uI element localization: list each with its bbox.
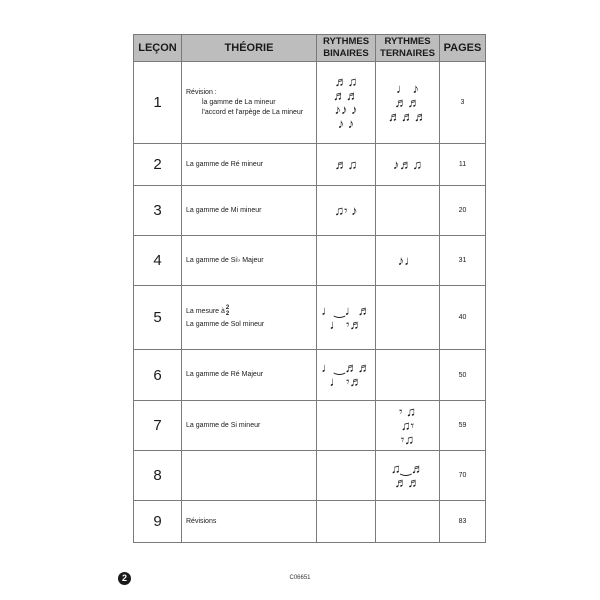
page-number: 31 xyxy=(440,236,486,286)
rhythm-notation: ♬♫ xyxy=(334,73,358,89)
theory-line: La gamme de Ré Majeur xyxy=(186,371,264,378)
table-header-row xyxy=(134,35,486,62)
page-number: 50 xyxy=(440,350,486,401)
header-binary-rhythms xyxy=(317,35,376,62)
rhythm-notation: ♪♬♫ xyxy=(392,156,423,172)
binary-rhythm-cell xyxy=(317,286,376,350)
ternary-rhythm-cell xyxy=(376,144,440,186)
ternary-rhythm-cell xyxy=(376,186,440,236)
ternary-rhythm-cell xyxy=(376,501,440,543)
theory-line: La gamme de Ré mineur xyxy=(186,160,264,168)
rhythm-notation: ♬♬ xyxy=(394,474,421,490)
page-number: 20 xyxy=(440,186,486,236)
theory-cell xyxy=(182,401,317,451)
page-number: 70 xyxy=(440,451,486,501)
ternary-rhythm-cell xyxy=(376,286,440,350)
lesson-number: 8 xyxy=(134,451,182,501)
lesson-number: 1 xyxy=(134,62,182,144)
rhythm-notation: ♬♬ xyxy=(333,87,359,103)
theory-cell xyxy=(182,286,317,350)
header-ternary-line2: TERNAIRES xyxy=(380,48,435,59)
page-number: 83 xyxy=(440,501,486,543)
theory-line: La gamme de Si♭ Majeur xyxy=(186,256,264,264)
binary-rhythm-cell xyxy=(317,144,376,186)
time-signature-bottom: 2 xyxy=(225,311,230,317)
rhythm-notation: ♩‿♬♬ xyxy=(321,360,371,375)
binary-rhythm-cell xyxy=(317,451,376,501)
ternary-rhythm-cell xyxy=(376,401,440,451)
theory-line: La gamme de Sol mineur xyxy=(186,321,265,328)
binary-rhythm-cell xyxy=(317,62,376,144)
binary-rhythm-cell xyxy=(317,236,376,286)
rhythm-notation: ♪♪ ♪ xyxy=(334,101,358,117)
table-row xyxy=(134,451,486,501)
rhythm-notation: ♬♫ xyxy=(334,156,358,172)
header-theory: THÉORIE xyxy=(182,35,317,62)
table-row xyxy=(134,501,486,543)
header-ternary-line1: RYTHMES xyxy=(384,36,431,47)
lesson-number: 7 xyxy=(134,401,182,451)
table-row xyxy=(134,350,486,401)
rhythm-notation: ♪ ♪ xyxy=(337,115,355,131)
header-binary-line1: RYTHMES xyxy=(322,36,370,47)
rhythm-notation: 𝄾♫ xyxy=(400,431,415,447)
lesson-number: 3 xyxy=(134,186,182,236)
rhythm-notation: ♫𝄾 ♪ xyxy=(334,202,358,218)
lesson-number: 5 xyxy=(134,286,182,350)
ternary-rhythm-cell xyxy=(376,350,440,401)
binary-rhythm-cell xyxy=(317,501,376,543)
table-row xyxy=(134,401,486,451)
binary-rhythm-cell xyxy=(317,186,376,236)
theory-cell xyxy=(182,350,317,401)
theory-cell xyxy=(182,236,317,286)
lesson-number: 2 xyxy=(134,144,182,186)
rhythm-notation: ♪♩ xyxy=(397,252,418,268)
binary-rhythm-cell xyxy=(317,401,376,451)
page-number: 3 xyxy=(440,62,486,144)
rhythm-notation: ♬♬ xyxy=(394,94,421,110)
rhythm-notation: ♩‿♩♬ xyxy=(321,302,371,318)
theory-line xyxy=(186,305,316,317)
lesson-number: 9 xyxy=(134,501,182,543)
table-row xyxy=(134,286,486,350)
lesson-table xyxy=(133,34,486,543)
time-signature xyxy=(226,305,229,317)
ternary-rhythm-cell xyxy=(376,62,440,144)
table-row xyxy=(134,186,486,236)
binary-rhythm-cell xyxy=(317,350,376,401)
page-number: 11 xyxy=(440,144,486,186)
theory-line: La gamme de Si mineur xyxy=(186,421,261,429)
header-lesson: LEÇON xyxy=(134,35,182,62)
rhythm-notation: ♩ 𝄾♬ xyxy=(329,316,363,332)
ternary-rhythm-cell xyxy=(376,451,440,501)
theory-line: Révisions xyxy=(186,517,217,525)
rhythm-notation: 𝄾 ♫ xyxy=(399,403,416,419)
header-binary-line2: BINAIRES xyxy=(323,48,369,59)
ternary-rhythm-cell xyxy=(376,236,440,286)
lesson-number: 6 xyxy=(134,350,182,401)
catalog-code: C06651 xyxy=(289,575,311,581)
theory-line-text: La mesure à xyxy=(186,307,225,315)
rhythm-notation: ♬♬♬ xyxy=(388,108,427,124)
page-number: 59 xyxy=(440,401,486,451)
rhythm-notation: ♫‿♬ xyxy=(390,460,425,476)
theory-line: l'accord et l'arpège de La mineur xyxy=(202,108,304,116)
theory-cell xyxy=(182,451,317,501)
page-number-badge: 2 xyxy=(118,572,131,585)
theory-cell xyxy=(182,186,317,236)
time-signature-top: 2 xyxy=(225,305,230,311)
theory-cell xyxy=(182,144,317,186)
theory-cell xyxy=(182,62,317,144)
rhythm-notation: ♫𝄾 xyxy=(400,417,415,433)
page-number: 40 xyxy=(440,286,486,350)
lesson-number: 4 xyxy=(134,236,182,286)
theory-line: la gamme de La mineur xyxy=(202,98,276,106)
table-row xyxy=(134,236,486,286)
rhythm-notation: ♩ 𝄾♬ xyxy=(329,374,363,389)
theory-line: Révision : xyxy=(186,88,217,96)
theory-line: La gamme de Mi mineur xyxy=(186,206,262,214)
table-body xyxy=(134,62,486,543)
rhythm-notation: ♩ ♪ xyxy=(395,80,420,96)
theory-cell xyxy=(182,501,317,543)
header-ternary-rhythms xyxy=(376,35,440,62)
table-row xyxy=(134,62,486,144)
header-pages: PAGES xyxy=(440,35,486,62)
table-row xyxy=(134,144,486,186)
